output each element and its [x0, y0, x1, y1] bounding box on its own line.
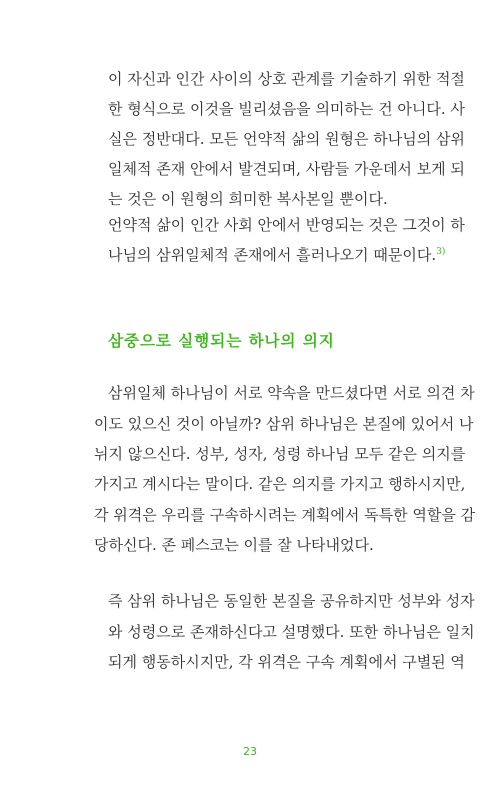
paragraph-3-line-2: 이도 있으신 것이 아닐까? 삼위 하나님은 본질에 있어서 나: [94, 415, 474, 433]
paragraph-2-line-2-text: 나님의 삼위일체적 존재에서 흘러나오기 때문이다.: [108, 246, 437, 264]
paragraph-3-line-3: 뉘지 않으신다. 성부, 성자, 성령 하나님 모두 같은 의지를: [94, 445, 466, 463]
paragraph-1-line-2: 한 형식으로 이것을 빌리셨음을 의미하는 건 아니다. 사: [108, 100, 465, 118]
paragraph-3-line-4: 가지고 계시다는 말이다. 같은 의지를 가지고 행하시지만,: [94, 475, 466, 493]
paragraph-1-line-5: 는 것은 이 원형의 희미한 복사본일 뿐이다.: [108, 190, 388, 208]
paragraph-1-line-3: 실은 정반대다. 모든 언약적 삶의 원형은 하나님의 삼위: [108, 130, 465, 148]
footnote-marker[interactable]: 3): [436, 247, 446, 257]
paragraph-2-line-2: [108, 245, 500, 265]
paragraph-4-line-1: 즉 삼위 하나님은 동일한 본질을 공유하지만 성부와 성자: [108, 592, 475, 610]
page-number: 23: [243, 745, 257, 758]
paragraph-3-line-6: 당하신다. 존 페스코는 이를 잘 나타내었다.: [94, 536, 374, 554]
paragraph-3-line-1: 삼위일체 하나님이 서로 약속을 만드셨다면 서로 의견 차: [108, 384, 475, 402]
section-heading: 삼중으로 실행되는 하나의 의지: [108, 332, 335, 350]
paragraph-1-line-4: 일체적 존재 안에서 발견되며, 사람들 가운데서 보게 되: [108, 160, 465, 178]
paragraph-4-line-2: 와 성령으로 존재하신다고 설명했다. 또한 하나님은 일치: [108, 623, 475, 641]
paragraph-2-line-1: 언약적 삶이 인간 사회 안에서 반영되는 것은 그것이 하: [108, 216, 465, 234]
paragraph-3-line-5: 각 위격은 우리를 구속하시려는 계획에서 독특한 역할을 감: [94, 506, 476, 524]
paragraph-1-line-1: 이 자신과 인간 사이의 상호 관계를 기술하기 위한 적절: [108, 70, 465, 88]
paragraph-4-line-3: 되게 행동하시지만, 각 위격은 구속 계획에서 구별된 역: [108, 653, 465, 671]
